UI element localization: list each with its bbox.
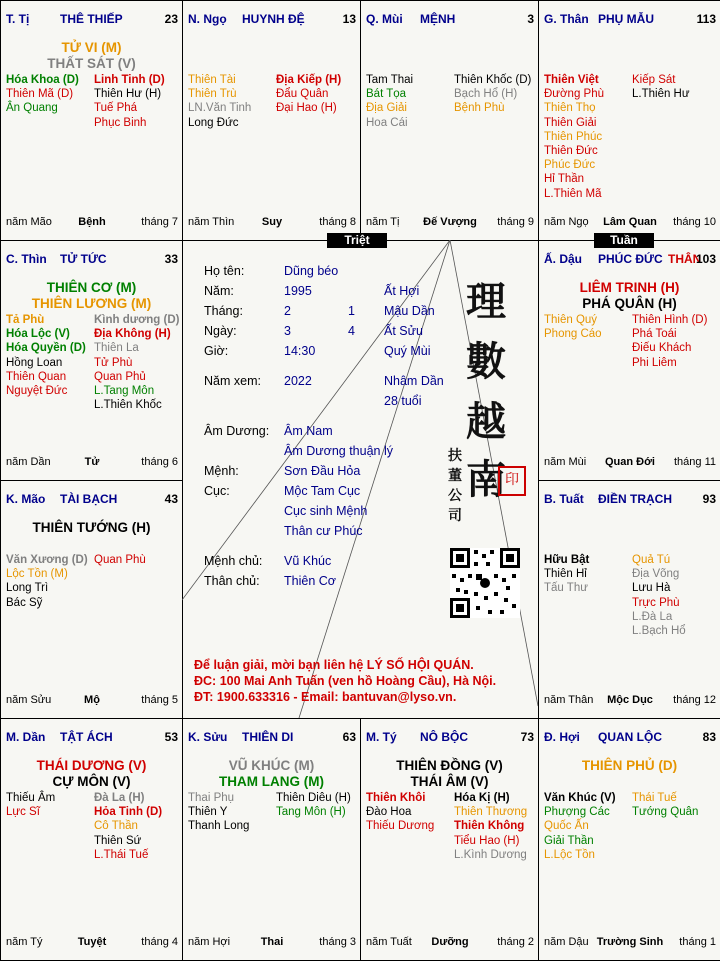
minor-star: Bạch Hổ (H) bbox=[454, 88, 518, 101]
minor-star: Thiên Đức bbox=[544, 144, 598, 157]
palace-month: tháng 4 bbox=[141, 936, 178, 948]
minor-star: Thái Tuế bbox=[632, 792, 677, 804]
palace-name: PHỤ MẪU bbox=[598, 12, 654, 26]
minor-star: Thiên Thương bbox=[454, 806, 528, 819]
minor-star: Hóa Kị (H) bbox=[454, 792, 510, 804]
than-marker: THÂN bbox=[668, 252, 702, 266]
minor-star: L.Lộc Tồn bbox=[544, 848, 595, 861]
minor-star: Thiên Phúc bbox=[544, 130, 603, 143]
than-cu-value: Thân cư Phúc bbox=[284, 524, 363, 538]
palace-number: 3 bbox=[527, 12, 534, 26]
minor-star: Nguyệt Đức bbox=[6, 384, 68, 397]
palace-name: TÀI BẠCH bbox=[60, 492, 118, 506]
palace-footer bbox=[188, 216, 356, 230]
minor-star: Tử Phù bbox=[94, 356, 133, 369]
palace-name: HUYNH ĐỆ bbox=[242, 12, 305, 26]
palace-month: tháng 7 bbox=[141, 216, 178, 228]
palace-branch: N. Ngọ bbox=[188, 12, 227, 26]
palace-year: năm Tý bbox=[6, 936, 43, 948]
contact-phone-email: ĐT: 1900.633316 - Email: bantuvan@lyso.vn. bbox=[194, 690, 457, 704]
palace-branch: B. Tuất bbox=[544, 492, 584, 506]
palace-year: năm Mùi bbox=[544, 456, 587, 468]
palace-header bbox=[188, 730, 356, 746]
palace-name: TẬT ÁCH bbox=[60, 730, 113, 744]
left-star-column bbox=[6, 313, 86, 398]
calligraphy-char-4: 南 bbox=[466, 456, 506, 503]
palace-month: tháng 12 bbox=[673, 694, 716, 706]
right-star-column bbox=[94, 313, 179, 412]
cuc-label: Cục: bbox=[204, 484, 230, 498]
calligraphy-small-1: 扶 bbox=[448, 448, 462, 464]
minor-star: Thiên Y bbox=[188, 806, 228, 819]
minor-star: Tướng Quân bbox=[632, 806, 699, 819]
palace-year: năm Dậu bbox=[544, 936, 589, 948]
main-star: THIÊN ĐỒNG (V) bbox=[396, 758, 503, 773]
minor-star: Giải Thần bbox=[544, 834, 594, 847]
palace-number: 33 bbox=[164, 252, 178, 266]
right-star-column bbox=[632, 313, 707, 370]
palace-name: PHÚC ĐỨC bbox=[598, 252, 663, 266]
minor-star: L.Kình Dương bbox=[454, 848, 527, 861]
palace-month: tháng 2 bbox=[497, 936, 534, 948]
palace-year: năm Tuất bbox=[366, 936, 412, 948]
left-star-column bbox=[366, 73, 413, 130]
minor-star: L.Thiên Hư bbox=[632, 88, 690, 101]
minor-star: Phục Binh bbox=[94, 116, 147, 129]
minor-star: Thiên Giải bbox=[544, 116, 597, 129]
minor-star: Ân Quang bbox=[6, 102, 58, 115]
palace-number: 23 bbox=[164, 12, 178, 26]
palace-header bbox=[6, 492, 178, 508]
palace-header bbox=[188, 12, 356, 28]
minor-star: Đại Hao (H) bbox=[276, 102, 337, 115]
right-star-column bbox=[632, 73, 690, 101]
main-star: THIÊN TƯỚNG (H) bbox=[32, 520, 151, 535]
triet-tag: Triệt bbox=[327, 233, 387, 248]
palace-number: 43 bbox=[164, 492, 178, 506]
right-star-column bbox=[454, 791, 527, 862]
left-star-column bbox=[544, 313, 602, 341]
nam-xem-label: Năm xem: bbox=[204, 374, 261, 388]
calligraphy-small-2: 董 bbox=[448, 468, 462, 484]
palace-year: năm Hợi bbox=[188, 936, 231, 948]
tuoi-value: 28 tuổi bbox=[384, 394, 422, 408]
main-star: THẤT SÁT (V) bbox=[47, 56, 136, 71]
palace-branch: C. Thìn bbox=[6, 252, 47, 266]
main-star: THIÊN CƠ (M) bbox=[46, 280, 137, 295]
red-seal-stamp: 印 bbox=[498, 466, 526, 496]
palace-name: THÊ THIẾP bbox=[60, 12, 123, 26]
palace-name: THIÊN DI bbox=[242, 730, 294, 744]
palace-name: ĐIỀN TRẠCH bbox=[598, 492, 672, 506]
main-star: TỬ VI (M) bbox=[61, 40, 122, 55]
palace-footer bbox=[188, 936, 356, 950]
thang-am-value: Mậu Dần bbox=[384, 304, 435, 318]
minor-star: Tang Môn (H) bbox=[276, 806, 346, 819]
minor-star: Phi Liêm bbox=[632, 356, 677, 369]
palace-ngo bbox=[182, 0, 361, 241]
main-stars bbox=[539, 758, 720, 774]
main-star: THÁI ÂM (V) bbox=[410, 774, 489, 789]
palace-month: tháng 5 bbox=[141, 694, 178, 706]
palace-number: 103 bbox=[695, 252, 716, 266]
tuan-tag: Tuần bbox=[594, 233, 654, 248]
palace-month: tháng 11 bbox=[673, 456, 716, 468]
minor-star: Hồng Loan bbox=[6, 356, 63, 369]
palace-thin bbox=[0, 240, 183, 481]
gio-value: 14:30 bbox=[284, 344, 316, 358]
palace-hoi bbox=[538, 718, 720, 961]
palace-month: tháng 9 bbox=[497, 216, 534, 228]
minor-star: Thiên Không bbox=[454, 820, 525, 833]
minor-star: Thiên Hình (D) bbox=[632, 314, 708, 326]
palace-footer bbox=[6, 936, 178, 950]
minor-star: Kình dương (D) bbox=[94, 314, 180, 326]
minor-star: Lực Sĩ bbox=[6, 806, 40, 819]
nam-am-value: Ất Hợi bbox=[384, 284, 420, 298]
palace-number: 83 bbox=[702, 730, 716, 744]
minor-star: Tuế Phá bbox=[94, 102, 138, 115]
palace-stage: Đế Vượng bbox=[423, 216, 477, 228]
right-star-column bbox=[94, 73, 165, 130]
minor-star: Đường Phù bbox=[544, 88, 604, 101]
than-chu-label: Thân chủ: bbox=[204, 574, 260, 588]
palace-footer bbox=[366, 936, 534, 950]
minor-star: Linh Tinh (D) bbox=[94, 74, 165, 86]
minor-star: Thanh Long bbox=[188, 820, 250, 833]
palace-stage: Bệnh bbox=[78, 216, 106, 228]
minor-star: Thiên Hư (H) bbox=[94, 88, 162, 101]
menh-chu-label: Mệnh chủ: bbox=[204, 554, 263, 568]
minor-star: Địa Võng bbox=[632, 568, 680, 581]
minor-star: Quan Phù bbox=[94, 554, 146, 566]
ho-ten-value: Dũng béo bbox=[284, 264, 339, 278]
palace-stage: Lâm Quan bbox=[603, 216, 657, 228]
minor-star: Thiên Quý bbox=[544, 314, 598, 326]
am-duong-value: Âm Nam bbox=[284, 424, 333, 438]
palace-suu bbox=[182, 718, 361, 961]
thang-label: Tháng: bbox=[204, 304, 243, 318]
palace-month: tháng 3 bbox=[319, 936, 356, 948]
palace-name: MỆNH bbox=[420, 12, 456, 26]
palace-name: TỬ TỨC bbox=[60, 252, 107, 266]
palace-footer bbox=[6, 456, 178, 470]
minor-star: Đào Hoa bbox=[366, 806, 412, 819]
palace-header bbox=[544, 492, 716, 508]
palace-year: năm Ngọ bbox=[544, 216, 589, 228]
palace-name: NÔ BỘC bbox=[420, 730, 468, 744]
minor-star: Địa Kiếp (H) bbox=[276, 74, 342, 86]
minor-star: Thiên Hỉ bbox=[544, 568, 587, 581]
gio-label: Giờ: bbox=[204, 344, 229, 358]
palace-ty bbox=[360, 718, 539, 961]
am-duong-relation: Âm Dương thuận lý bbox=[284, 444, 393, 458]
ngay-am-number: 4 bbox=[348, 324, 355, 338]
calligraphy-small-4: 司 bbox=[448, 508, 462, 524]
cuc-relation: Cục sinh Mệnh bbox=[284, 504, 368, 518]
than-chu-value: Thiên Cơ bbox=[284, 574, 336, 588]
minor-star: Hóa Khoa (D) bbox=[6, 74, 79, 86]
palace-year: năm Thìn bbox=[188, 216, 235, 228]
palace-branch: M. Dần bbox=[6, 730, 46, 744]
main-star: CỰ MÔN (V) bbox=[52, 774, 131, 789]
palace-month: tháng 1 bbox=[679, 936, 716, 948]
minor-star: Thiên Diêu (H) bbox=[276, 792, 351, 804]
palace-mui bbox=[360, 0, 539, 241]
menh-value: Sơn Đầu Hỏa bbox=[284, 464, 361, 478]
minor-star: Địa Giải bbox=[366, 102, 407, 115]
left-star-column bbox=[188, 791, 249, 834]
ho-ten-label: Họ tên: bbox=[204, 264, 245, 278]
palace-footer bbox=[6, 694, 178, 708]
minor-star: Hỏa Tinh (D) bbox=[94, 806, 163, 819]
palace-stage: Thai bbox=[260, 936, 284, 948]
palace-number: 13 bbox=[342, 12, 356, 26]
thang-value: 2 bbox=[284, 304, 291, 318]
minor-star: Hóa Quyền (D) bbox=[6, 342, 86, 355]
right-star-column bbox=[94, 791, 162, 862]
left-star-column bbox=[544, 791, 616, 862]
palace-header bbox=[6, 730, 178, 746]
minor-star: Hóa Lộc (V) bbox=[6, 328, 70, 341]
main-star: THIÊN PHỦ (D) bbox=[581, 758, 678, 773]
right-star-column bbox=[632, 791, 698, 819]
minor-star: Phúc Đức bbox=[544, 159, 596, 172]
minor-star: Thiên Thọ bbox=[544, 102, 596, 115]
minor-star: Cô Thần bbox=[94, 820, 138, 833]
palace-header bbox=[544, 730, 716, 746]
minor-star: Hỉ Thần bbox=[544, 173, 585, 186]
minor-star: Bác Sỹ bbox=[6, 596, 43, 609]
palace-year: năm Mão bbox=[6, 216, 52, 228]
minor-star: Long Đức bbox=[188, 116, 239, 129]
minor-star: L.Thiên Mã bbox=[544, 187, 602, 200]
palace-header bbox=[366, 730, 534, 746]
palace-stage: Dưỡng bbox=[431, 936, 469, 948]
am-duong-label: Âm Dương: bbox=[204, 424, 270, 438]
center-info-panel bbox=[182, 240, 538, 718]
nam-xem-value: 2022 bbox=[284, 374, 312, 388]
palace-year: năm Thân bbox=[544, 694, 594, 706]
palace-stage: Tuyệt bbox=[77, 936, 107, 948]
minor-star: Tiểu Hao (H) bbox=[454, 834, 520, 847]
palace-number: 73 bbox=[520, 730, 534, 744]
minor-star: Đà La (H) bbox=[94, 792, 145, 804]
palace-footer bbox=[6, 216, 178, 230]
left-star-column bbox=[544, 553, 589, 596]
minor-star: Hoa Cái bbox=[366, 116, 408, 129]
minor-star: Thiên Mã (D) bbox=[6, 88, 74, 101]
palace-branch: Q. Mùi bbox=[366, 12, 403, 26]
minor-star: Đẩu Quân bbox=[276, 88, 329, 101]
main-star: LIÊM TRINH (H) bbox=[579, 280, 680, 295]
gio-am-value: Quý Mùi bbox=[384, 344, 431, 358]
right-star-column bbox=[94, 553, 146, 567]
palace-stage: Mộc Dục bbox=[607, 694, 653, 706]
minor-star: Thiên Sứ bbox=[94, 834, 142, 847]
calligraphy-char-3: 越 bbox=[466, 398, 506, 445]
nam-value: 1995 bbox=[284, 284, 312, 298]
minor-star: L.Đà La bbox=[632, 610, 673, 623]
minor-star: L.Thiên Khốc bbox=[94, 399, 162, 412]
left-star-column bbox=[6, 73, 79, 116]
thang-am-number: 1 bbox=[348, 304, 355, 318]
minor-star: Thiên Tài bbox=[188, 74, 236, 86]
ngay-am-value: Ất Sửu bbox=[384, 324, 423, 338]
palace-footer bbox=[544, 456, 716, 470]
main-star: PHÁ QUÂN (H) bbox=[582, 296, 677, 311]
calligraphy-char-1: 理 bbox=[466, 278, 506, 325]
main-stars bbox=[1, 520, 182, 536]
calligraphy-char-2: 數 bbox=[466, 338, 506, 385]
minor-star: Thiên Quan bbox=[6, 370, 67, 383]
main-star: VŨ KHÚC (M) bbox=[228, 758, 315, 773]
right-star-column bbox=[276, 73, 341, 116]
palace-number: 93 bbox=[702, 492, 716, 506]
palace-year: năm Sửu bbox=[6, 694, 52, 706]
palace-header bbox=[544, 252, 716, 268]
palace-stage: Tử bbox=[84, 456, 100, 468]
minor-star: Kiếp Sát bbox=[632, 74, 676, 86]
minor-star: Thiếu Âm bbox=[6, 792, 56, 804]
calligraphy-small-3: 公 bbox=[448, 488, 462, 504]
main-star: THÁI DƯƠNG (V) bbox=[36, 758, 147, 773]
nam-xem-am-value: Nhâm Dần bbox=[384, 374, 444, 388]
ngay-value: 3 bbox=[284, 324, 291, 338]
minor-star: Địa Không (H) bbox=[94, 328, 171, 341]
palace-header bbox=[6, 252, 178, 268]
minor-star: L.Bạch Hổ bbox=[632, 624, 686, 637]
right-star-column bbox=[454, 73, 531, 116]
minor-star: Lưu Hà bbox=[632, 582, 671, 595]
palace-tuat bbox=[538, 480, 720, 719]
qr-code bbox=[450, 548, 520, 618]
main-stars bbox=[1, 758, 182, 790]
main-star: THIÊN LƯƠNG (M) bbox=[31, 296, 152, 311]
palace-footer bbox=[544, 216, 716, 230]
palace-branch: K. Mão bbox=[6, 492, 46, 506]
minor-star: Tả Phù bbox=[6, 314, 45, 326]
minor-star: Điếu Khách bbox=[632, 342, 692, 355]
palace-branch: G. Thân bbox=[544, 12, 589, 26]
palace-dan bbox=[0, 718, 183, 961]
palace-footer bbox=[544, 936, 716, 950]
palace-header bbox=[6, 12, 178, 28]
minor-star: Thiên Trù bbox=[188, 88, 237, 101]
palace-header bbox=[544, 12, 716, 28]
ngay-label: Ngày: bbox=[204, 324, 237, 338]
main-stars bbox=[361, 758, 538, 790]
left-star-column bbox=[544, 73, 604, 201]
minor-star: Thiên La bbox=[94, 342, 139, 355]
palace-year: năm Tị bbox=[366, 216, 400, 228]
minor-star: Bát Tọa bbox=[366, 88, 407, 101]
minor-star: L.Tang Môn bbox=[94, 384, 155, 397]
palace-branch: T. Tị bbox=[6, 12, 30, 26]
menh-chu-value: Vũ Khúc bbox=[284, 554, 332, 568]
left-star-column bbox=[366, 791, 434, 834]
minor-star: Văn Khúc (V) bbox=[544, 792, 616, 804]
minor-star: Thiên Khốc (D) bbox=[454, 74, 532, 86]
palace-number: 53 bbox=[164, 730, 178, 744]
palace-number: 63 bbox=[342, 730, 356, 744]
contact-note-1: Để luận giải, mời bạn liên hệ LÝ SỐ HỘI QUÁN. bbox=[194, 658, 474, 672]
palace-stage: Trường Sinh bbox=[596, 936, 664, 948]
palace-than bbox=[538, 0, 720, 241]
palace-header bbox=[366, 12, 534, 28]
minor-star: L.Thái Tuế bbox=[94, 848, 149, 861]
minor-star: Thai Phụ bbox=[188, 792, 235, 804]
palace-stage: Quan Đới bbox=[605, 456, 655, 468]
menh-label: Mệnh: bbox=[204, 464, 239, 478]
main-stars bbox=[1, 40, 182, 72]
minor-star: Quốc Ấn bbox=[544, 820, 589, 833]
palace-ti bbox=[0, 0, 183, 241]
minor-star: Phượng Các bbox=[544, 806, 610, 819]
palace-branch: Ấ. Dậu bbox=[544, 252, 583, 266]
minor-star: Thiên Việt bbox=[544, 74, 599, 86]
nam-label: Năm: bbox=[204, 284, 234, 298]
minor-star: Phá Toái bbox=[632, 328, 677, 341]
palace-footer bbox=[544, 694, 716, 708]
palace-number: 113 bbox=[696, 12, 716, 26]
minor-star: LN.Văn Tinh bbox=[188, 102, 252, 115]
palace-footer bbox=[366, 216, 534, 230]
minor-star: Tam Thai bbox=[366, 74, 414, 86]
palace-dau bbox=[538, 240, 720, 481]
palace-branch: M. Tý bbox=[366, 730, 397, 744]
palace-stage: Mộ bbox=[84, 694, 100, 706]
minor-star: Lộc Tồn (M) bbox=[6, 568, 68, 581]
minor-star: Phong Cáo bbox=[544, 328, 602, 341]
main-stars bbox=[1, 280, 182, 312]
palace-stage: Suy bbox=[261, 216, 283, 228]
minor-star: Văn Xương (D) bbox=[6, 554, 88, 566]
palace-year: năm Dần bbox=[6, 456, 51, 468]
minor-star: Quan Phủ bbox=[94, 370, 146, 383]
palace-mao bbox=[0, 480, 183, 719]
minor-star: Quả Tú bbox=[632, 554, 671, 566]
palace-branch: Đ. Hợi bbox=[544, 730, 580, 744]
minor-star: Hữu Bật bbox=[544, 554, 590, 566]
minor-star: Long Trì bbox=[6, 582, 49, 595]
right-star-column bbox=[276, 791, 351, 819]
palace-month: tháng 8 bbox=[319, 216, 356, 228]
cuc-value: Mộc Tam Cục bbox=[284, 484, 361, 498]
right-star-column bbox=[632, 553, 686, 638]
minor-star: Thiếu Dương bbox=[366, 820, 435, 833]
palace-branch: K. Sửu bbox=[188, 730, 228, 744]
minor-star: Tấu Thư bbox=[544, 582, 588, 595]
left-star-column bbox=[188, 73, 251, 130]
minor-star: Bệnh Phù bbox=[454, 102, 505, 115]
palace-month: tháng 6 bbox=[141, 456, 178, 468]
minor-star: Thiên Khôi bbox=[366, 792, 426, 804]
main-stars bbox=[539, 280, 720, 312]
main-stars bbox=[183, 758, 360, 790]
main-star: THAM LANG (M) bbox=[219, 774, 324, 789]
palace-name: QUAN LỘC bbox=[598, 730, 662, 744]
left-star-column bbox=[6, 791, 55, 819]
left-star-column bbox=[6, 553, 88, 610]
contact-address: ĐC: 100 Mai Anh Tuấn (ven hồ Hoàng Cầu), Hà Nội. bbox=[194, 674, 497, 688]
palace-month: tháng 10 bbox=[673, 216, 716, 228]
minor-star: Trực Phù bbox=[632, 596, 680, 609]
